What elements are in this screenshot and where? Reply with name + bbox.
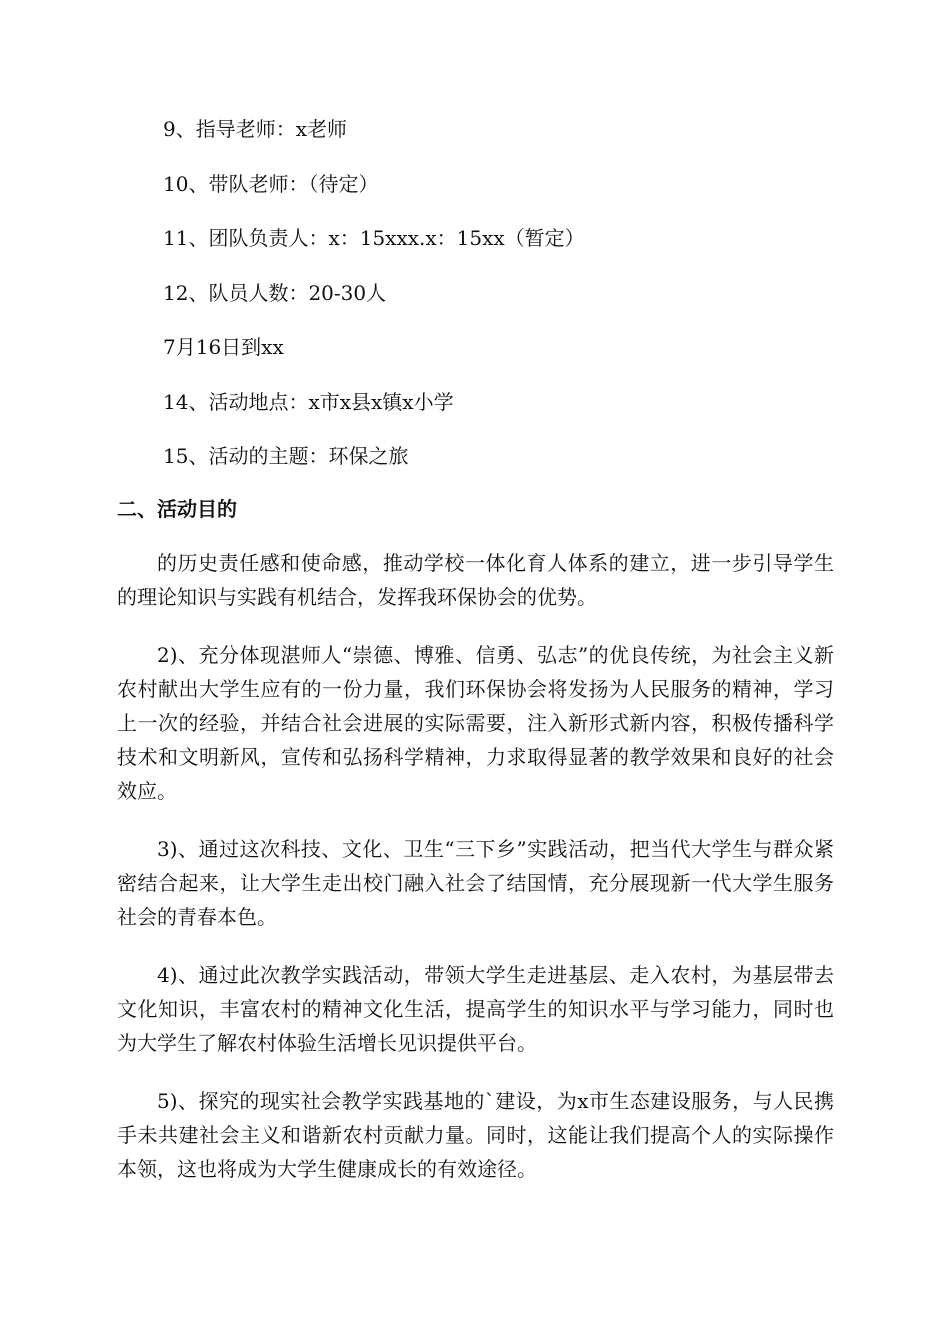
paragraph-1: 的历史责任感和使命感，推动学校一体化育人体系的建立，进一步引导学生的理论知识与实践有机结合，发挥我环保协会的优势。 <box>117 551 834 609</box>
paragraph-2: 2)、充分体现湛师人“崇德、博雅、信勇、弘志”的优良传统，为社会主义新农村献出大学生应有的一份力量，我们环保协会将发扬为人民服务的精神，学习上一次的经验，并结合社会进展的实际需要，注入新形式新内容，积极传播科学技术和文明新风，宣传和弘扬科学精神，力求取得显著的教学效果和良好的社会效应。 <box>117 643 834 803</box>
list-item-team-leader: 11、团队负责人：x：15xxx.x：15xx（暂定） <box>163 226 585 250</box>
list-item-team-teacher: 10、带队老师：（待定） <box>163 171 379 196</box>
list-item-theme: 15、活动的主题：环保之旅 <box>163 444 409 468</box>
paragraph-list <box>117 546 834 1210</box>
list-item-location: 14、活动地点：x市x县x镇x小学 <box>163 389 454 414</box>
paragraph-3: 3)、通过这次科技、文化、卫生“三下乡”实践活动，把当代大学生与群众紧密结合起来，让大学生走出校门融入社会了结国情，充分展现新一代大学生服务社会的青春本色。 <box>117 837 834 929</box>
list-item-date: 7月16日到xx <box>163 335 284 359</box>
paragraph-5: 5)、探究的现实社会教学实践基地的`建设，为x市生态建设服务，与人民携手未共建社会主义和谐新农村贡献力量。同时，这能让我们提高个人的实际操作本领，这也将成为大学生健康成长的有效途径。 <box>117 1089 834 1181</box>
paragraph-4: 4)、通过此次教学实践活动，带领大学生走进基层、走入农村，为基层带去文化知识，丰富农村的精神文化生活，提高学生的知识水平与学习能力，同时也为大学生了解农村体验生活增长见识提供平台。 <box>117 963 834 1055</box>
section-heading: 二、活动目的 <box>117 497 237 521</box>
list-item-member-count: 12、队员人数：20-30人 <box>163 280 387 305</box>
list-item-instructor: 9、指导老师：x老师 <box>163 117 348 141</box>
info-list <box>163 112 883 494</box>
